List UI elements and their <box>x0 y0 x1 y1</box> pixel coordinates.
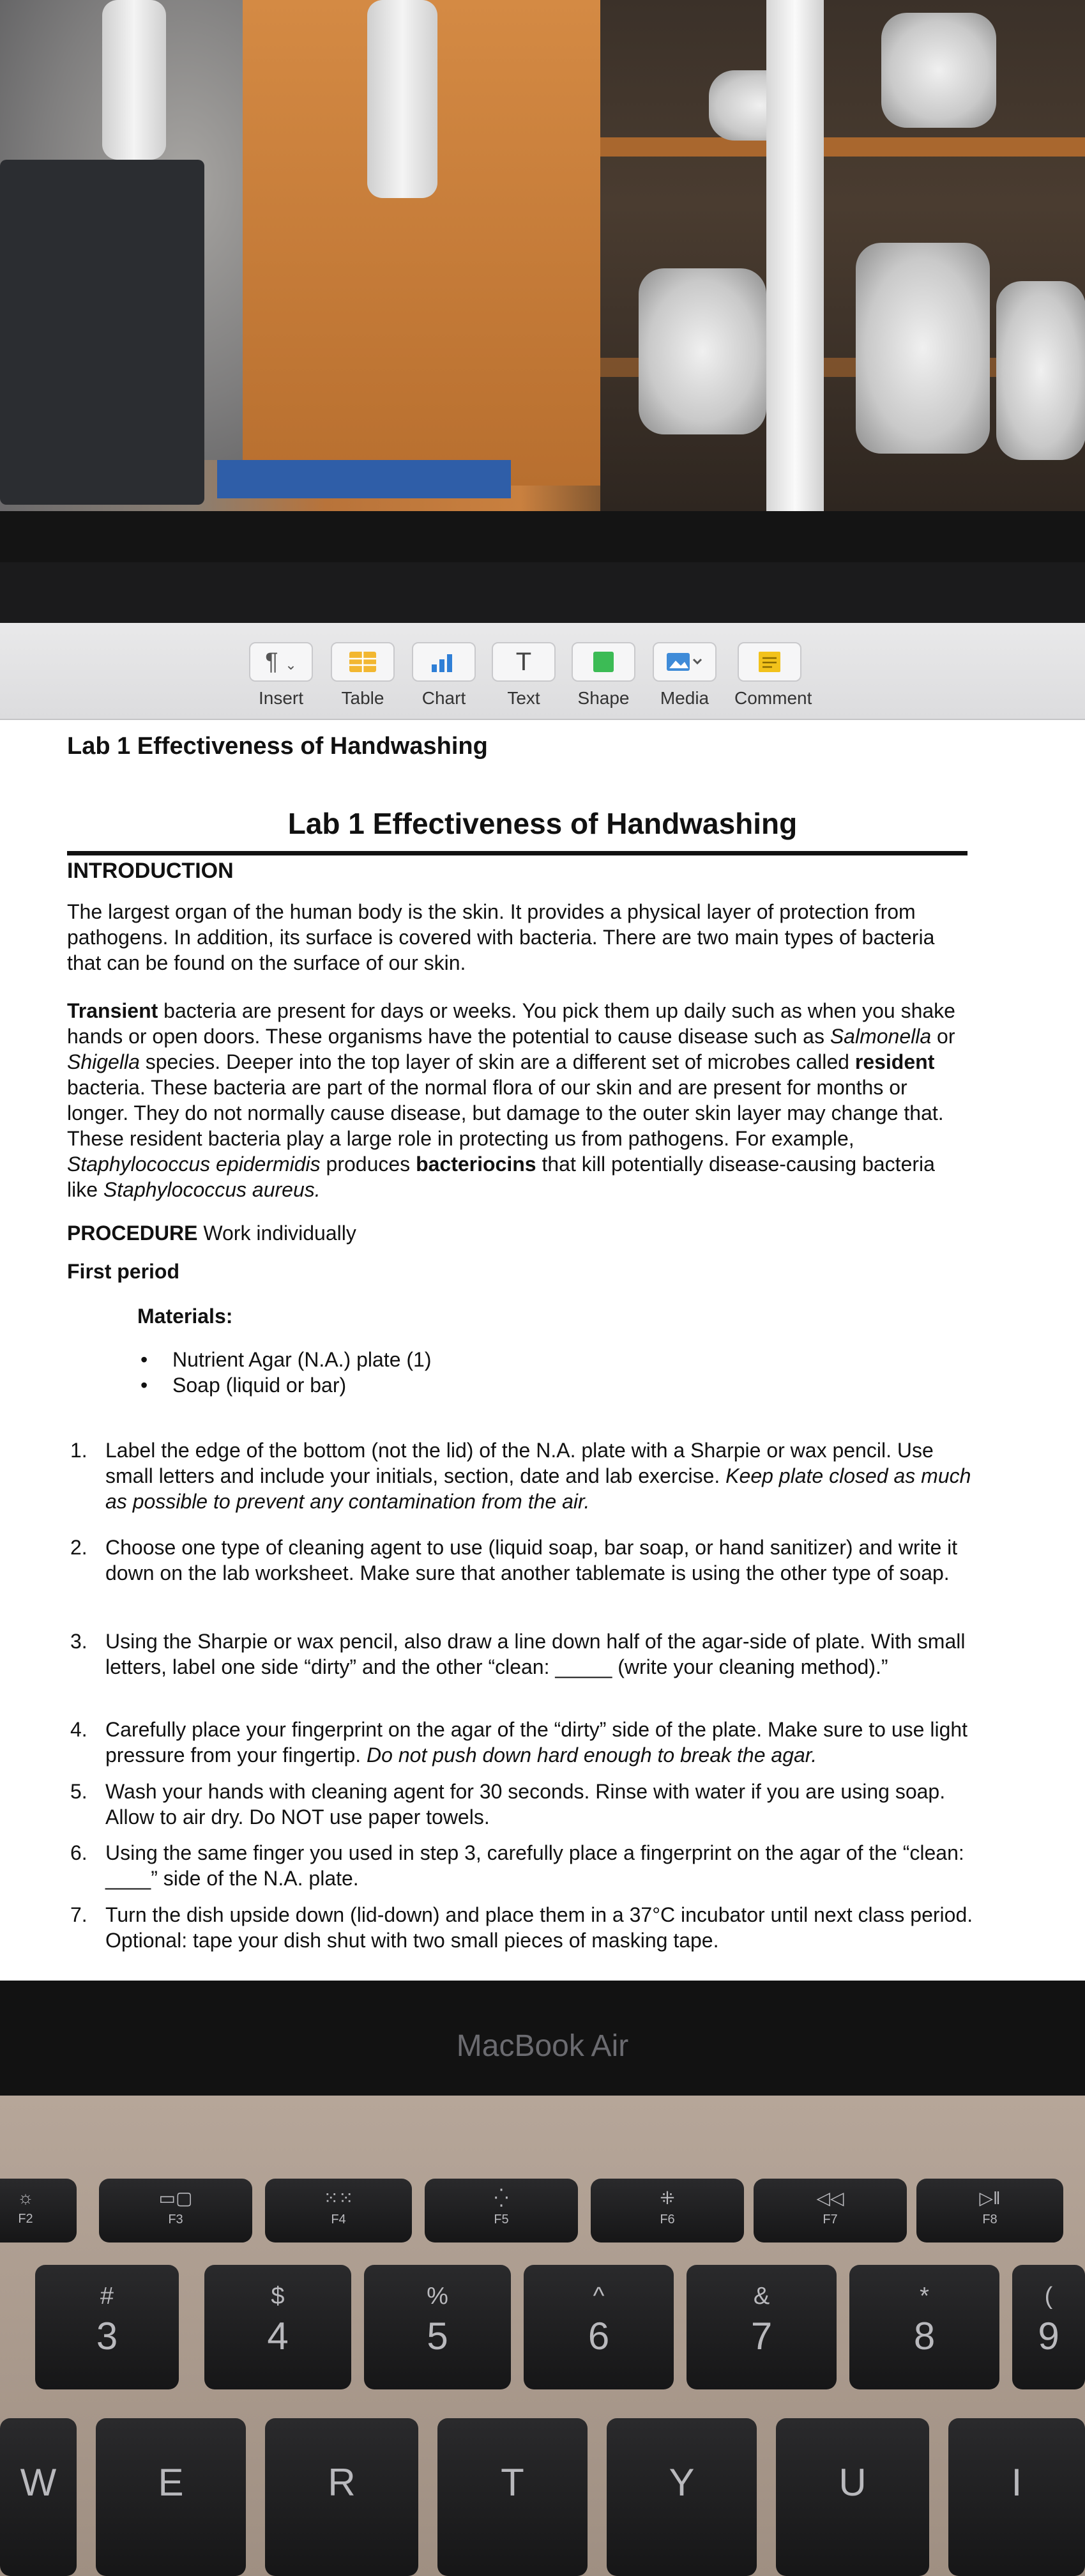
key-4[interactable] <box>204 2265 351 2389</box>
insert-label: Insert <box>258 688 304 708</box>
key-label: Y <box>669 2461 695 2504</box>
key-label: W <box>20 2461 57 2504</box>
chart-icon <box>429 650 459 673</box>
f3-key[interactable] <box>99 2179 252 2242</box>
key-9[interactable] <box>1012 2265 1085 2389</box>
key-label: E <box>158 2461 184 2504</box>
comment-button[interactable] <box>734 642 812 709</box>
overhead-lamp <box>102 0 166 160</box>
key-shift-symbol: ( <box>1044 2283 1053 2310</box>
key-shift-symbol: & <box>753 2283 770 2310</box>
chart-button[interactable] <box>409 642 479 709</box>
microscope <box>639 268 766 434</box>
table-icon <box>348 650 377 673</box>
play-pause-icon: ▷ǁ <box>979 2188 1001 2208</box>
paragraph-icon: ¶ ⌄ <box>265 648 297 675</box>
insert-button[interactable] <box>246 642 316 709</box>
macbook-air-label: MacBook Air <box>456 2029 629 2063</box>
keyboard-light-down-icon: ⁛ <box>494 2188 509 2208</box>
key-label: F6 <box>660 2212 675 2227</box>
key-label: 4 <box>267 2315 289 2358</box>
key-label: 9 <box>1038 2315 1059 2358</box>
text-run: bacteria. These bacteria are part of the normal flora of our skin and are present for months or longer. They do not normally cause disease, but damage to the outer skin layer may change that. These resident bacteria play a large role in protecting us from pathogens. For example, <box>67 1076 944 1150</box>
key-label: U <box>838 2461 867 2504</box>
f8-key[interactable] <box>916 2179 1063 2242</box>
key-3[interactable] <box>35 2265 179 2389</box>
comment-icon <box>757 650 782 674</box>
key-label: I <box>1011 2461 1022 2504</box>
key-shift-symbol: ^ <box>593 2283 605 2310</box>
key-shift-symbol: % <box>427 2283 448 2310</box>
text-run: bacteria are present for days or weeks. You pick them up daily such as when you shake hands or open doors. These organisms have the potential to cause disease such as <box>67 999 955 1048</box>
comment-label: Comment <box>734 688 812 708</box>
key-w[interactable] <box>0 2418 77 2576</box>
shelf <box>600 137 1085 157</box>
step-text: Wash your hands with cleaning agent for 30 seconds. Rinse with water if you are using soap. Allow to air dry. Do NOT use paper towels. <box>105 1780 946 1828</box>
procedure-line <box>67 1220 967 1246</box>
key-label: R <box>328 2461 356 2504</box>
background-monitor <box>0 160 204 505</box>
key-y[interactable] <box>607 2418 757 2576</box>
text-label: Text <box>507 688 540 708</box>
f6-key[interactable] <box>591 2179 744 2242</box>
key-label: F2 <box>18 2212 33 2226</box>
key-e[interactable] <box>96 2418 246 2576</box>
material-item: • Nutrient Agar (N.A.) plate (1) <box>172 1346 431 1373</box>
f2-key[interactable] <box>0 2179 77 2242</box>
microscope <box>881 13 996 128</box>
key-6[interactable] <box>524 2265 674 2389</box>
key-label: F8 <box>982 2212 998 2227</box>
step-number: 7. <box>70 1903 87 1926</box>
text-run: or <box>931 1025 955 1048</box>
media-label: Media <box>660 688 709 708</box>
step-text <box>105 1438 974 1514</box>
document-title: Lab 1 Effectiveness of Handwashing <box>287 807 798 840</box>
term-bacteriocins: bacteriocins <box>416 1153 536 1176</box>
step-emphasis: Do not push down hard enough to break the agar. <box>367 1744 817 1767</box>
table-label: Table <box>341 688 384 708</box>
key-shift-symbol: $ <box>271 2283 285 2310</box>
key-label: F4 <box>331 2212 346 2227</box>
key-label: 7 <box>750 2315 773 2358</box>
term-s-epidermidis: Staphylococcus epidermidis <box>67 1153 321 1176</box>
step-number: 4. <box>70 1718 87 1741</box>
key-label: F3 <box>168 2212 183 2227</box>
text-run: produces <box>320 1153 416 1176</box>
shape-label: Shape <box>577 688 630 708</box>
procedure-note: Work individually <box>197 1222 356 1245</box>
document-page[interactable] <box>0 720 1085 1981</box>
text-button[interactable] <box>489 642 559 709</box>
key-8[interactable] <box>849 2265 999 2389</box>
keyboard-deck <box>0 2096 1085 2576</box>
screen-top-bar <box>0 562 1085 626</box>
pages-toolbar <box>0 623 1085 720</box>
key-label: 6 <box>588 2315 610 2358</box>
rewind-icon: ◁◁ <box>816 2188 844 2208</box>
media-icon <box>665 650 704 673</box>
white-pole <box>766 0 824 511</box>
step-number: 3. <box>70 1630 87 1653</box>
bacteria-paragraph <box>67 998 967 1202</box>
step-text-run: Label the edge of the bottom (not the lid) of the N.A. plate with a Sharpie or wax pencil. Use small letters and include your initials, section, date and lab exercise. <box>105 1439 934 1487</box>
table-button[interactable] <box>328 642 398 709</box>
key-label: 3 <box>96 2315 118 2358</box>
term-shigella: Shigella <box>67 1050 140 1073</box>
title-rule <box>67 851 967 855</box>
step-number: 6. <box>70 1841 87 1864</box>
text-icon: T <box>515 647 532 676</box>
microscope <box>856 243 990 454</box>
intro-paragraph: The largest organ of the human body is the skin. It provides a physical layer of protection from pathogens. In addition, its surface is covered with bacteria. There are two main types of bacteria that can be found on the surface of our skin. <box>67 900 935 974</box>
mission-control-icon: ▭▢ <box>158 2188 193 2208</box>
materials-heading: Materials: <box>137 1305 233 1328</box>
key-label: F5 <box>494 2212 509 2227</box>
blue-tray <box>217 460 511 498</box>
step-emphasis: Keep plate closed as much as possible to prevent any contamination from the air. <box>105 1464 971 1513</box>
procedure-heading: PROCEDURE <box>67 1222 198 1245</box>
first-period-heading: First period <box>67 1260 180 1283</box>
step-text: Using the same finger you used in step 3, carefully place a fingerprint on the agar of the “clean: ____” side of the N.A. plate. <box>105 1841 964 1890</box>
chart-label: Chart <box>421 688 466 708</box>
key-r[interactable] <box>265 2418 418 2576</box>
key-t[interactable] <box>437 2418 588 2576</box>
key-i[interactable] <box>948 2418 1085 2576</box>
f7-key[interactable] <box>754 2179 907 2242</box>
launchpad-icon: ⁙⁙ <box>323 2188 354 2208</box>
keyboard-light-up-icon: ⁜ <box>660 2188 675 2208</box>
key-shift-symbol: * <box>920 2283 929 2310</box>
f4-key[interactable] <box>265 2179 412 2242</box>
f5-key[interactable] <box>425 2179 578 2242</box>
step-number: 1. <box>70 1439 87 1462</box>
text-run: species. Deeper into the top layer of skin are a different set of microbes called <box>139 1050 855 1073</box>
step-number: 5. <box>70 1780 87 1803</box>
step-text <box>105 1717 974 1768</box>
step-text: Using the Sharpie or wax pencil, also draw a line down half of the agar-side of plate. With small letters, label one side “dirty” and the other “clean: _____ (write your cleaning method).” <box>105 1630 966 1678</box>
term-resident: resident <box>854 1050 935 1073</box>
microscope <box>996 281 1085 460</box>
brightness-up-icon: ☼ <box>17 2188 34 2207</box>
key-5[interactable] <box>364 2265 511 2389</box>
key-label: T <box>501 2461 524 2504</box>
term-salmonella: Salmonella <box>830 1025 932 1048</box>
key-label: 8 <box>913 2315 936 2358</box>
text-run: that kill potentially disease-causing bacteria like <box>67 1153 935 1201</box>
term-s-aureus: Staphylococcus aureus. <box>103 1178 321 1201</box>
step-text-run: Carefully place your fingerprint on the agar of the “dirty” side of the plate. Make sure to use light pressure from your fingertip. <box>105 1718 968 1767</box>
step-number: 2. <box>70 1536 87 1559</box>
key-label: F7 <box>823 2212 838 2227</box>
introduction-heading: INTRODUCTION <box>67 859 234 883</box>
term-transient: Transient <box>67 999 158 1022</box>
key-7[interactable] <box>687 2265 837 2389</box>
background-room-scene <box>0 0 1085 511</box>
overhead-lamp <box>367 0 437 198</box>
key-u[interactable] <box>776 2418 929 2576</box>
step-text: Turn the dish upside down (lid-down) and place them in a 37°C incubator until next class period. Optional: tape your dish shut with two small pieces of masking tape. <box>105 1903 973 1952</box>
document-header: Lab 1 Effectiveness of Handwashing <box>67 733 488 760</box>
key-label: 5 <box>427 2315 448 2358</box>
shape-button[interactable] <box>568 642 639 709</box>
key-shift-symbol: # <box>100 2283 114 2310</box>
shape-icon <box>591 649 616 675</box>
material-item: • Soap (liquid or bar) <box>172 1372 346 1399</box>
media-button[interactable] <box>649 642 720 709</box>
step-text: Choose one type of cleaning agent to use (liquid soap, bar soap, or hand sanitizer) and write it down on the lab worksheet. Make sure that another tablemate is using the other type of soap. <box>105 1536 958 1584</box>
